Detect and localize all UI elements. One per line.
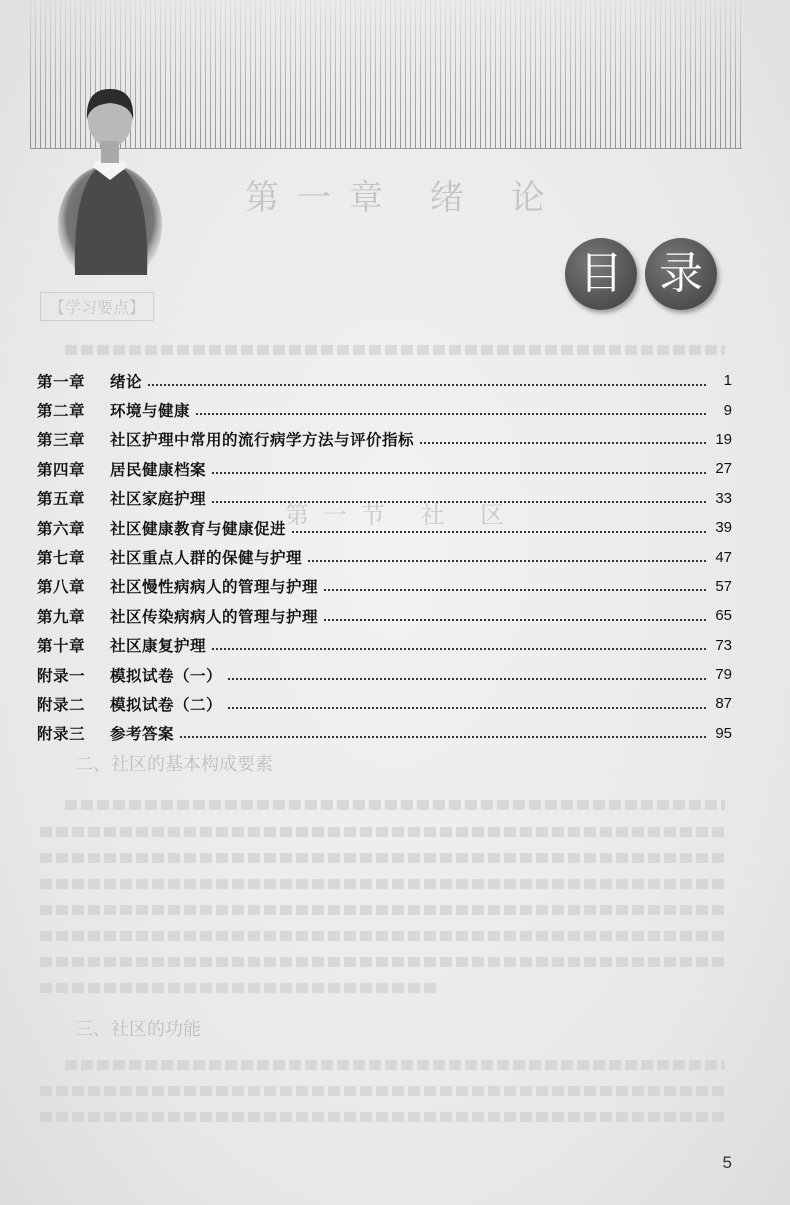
- toc-entry-page: 73: [715, 636, 732, 654]
- bleed-text-line: [40, 1112, 725, 1122]
- dot-leader: [228, 707, 706, 709]
- toc-entry-label: 第二章: [37, 402, 86, 421]
- title-circle: [645, 238, 717, 310]
- toc-entry-label: 附录一: [37, 666, 86, 685]
- title-char: 目: [579, 248, 623, 299]
- title-char: 录: [659, 248, 703, 299]
- bleed-subheading: 二、社区的基本构成要素: [75, 754, 273, 775]
- toc-entry-label: 第一章: [37, 372, 86, 391]
- toc-entry[interactable]: [37, 719, 732, 748]
- toc-entry[interactable]: [37, 689, 732, 718]
- toc-entry-page: 65: [715, 607, 732, 625]
- toc-entry-title: 社区健康教育与健康促进: [110, 519, 287, 538]
- toc-entry[interactable]: [37, 513, 732, 542]
- dot-leader: [324, 619, 706, 621]
- toc-entry-label: 第三章: [37, 431, 86, 450]
- toc-entry-label: 第九章: [37, 607, 86, 626]
- dot-leader: [196, 413, 706, 415]
- toc-entry-label: 第八章: [37, 578, 86, 597]
- bleed-text-line: [40, 983, 440, 993]
- toc-entry[interactable]: [37, 425, 732, 454]
- toc-entry-label: 第五章: [37, 490, 86, 509]
- toc-entry-page: 47: [715, 548, 732, 566]
- toc-entry[interactable]: [37, 631, 732, 660]
- toc-entry-title: 绪论: [110, 372, 143, 391]
- toc-title-badge: [565, 238, 725, 308]
- toc-entry-title: 社区慢性病病人的管理与护理: [110, 578, 319, 597]
- toc-entry-label: 第七章: [37, 549, 86, 568]
- bleed-text-line: [65, 800, 725, 810]
- toc-entry-page: 87: [715, 695, 732, 713]
- toc-entry[interactable]: [37, 454, 732, 483]
- bleed-text-line: [40, 931, 725, 941]
- dot-leader: [212, 648, 706, 650]
- toc-entry-title: 社区护理中常用的流行病学方法与评价指标: [110, 431, 415, 450]
- toc-entry[interactable]: [37, 601, 732, 630]
- dot-leader: [420, 442, 706, 444]
- bleed-text-line: [40, 957, 725, 967]
- toc-entry-title: 社区家庭护理: [110, 490, 207, 509]
- toc-entry-page: 19: [715, 430, 732, 448]
- bleed-text-line: [40, 827, 725, 837]
- toc-entry-label: 第四章: [37, 460, 86, 479]
- toc-entry[interactable]: [37, 484, 732, 513]
- bleed-text-line: [65, 1060, 725, 1070]
- bleed-text-line: [40, 905, 725, 915]
- toc-entry[interactable]: [37, 572, 732, 601]
- bleed-section-heading: 第一节 社 区: [285, 501, 519, 529]
- toc-entry-label: 附录三: [37, 725, 86, 744]
- bleed-subheading: 三、社区的功能: [75, 1019, 201, 1040]
- toc-entry-page: 1: [723, 372, 732, 390]
- toc-entry-title: 环境与健康: [110, 402, 191, 421]
- dot-leader: [324, 589, 706, 591]
- dot-leader: [180, 736, 706, 738]
- table-of-contents: [37, 366, 732, 748]
- bleed-study-points: 【学习要点】: [40, 292, 154, 321]
- bleed-chapter-heading: 第一章 绪 论: [245, 178, 563, 218]
- toc-entry-title: 社区康复护理: [110, 637, 207, 656]
- toc-entry[interactable]: [37, 542, 732, 571]
- toc-entry-page: 9: [723, 401, 732, 419]
- portrait-illustration: [55, 75, 165, 275]
- toc-entry-title: 社区传染病病人的管理与护理: [110, 607, 319, 626]
- bleed-text-line: [40, 879, 725, 889]
- toc-entry[interactable]: [37, 395, 732, 424]
- dot-leader: [292, 531, 706, 533]
- dot-leader: [308, 560, 706, 562]
- toc-entry-title: 社区重点人群的保健与护理: [110, 549, 303, 568]
- toc-entry[interactable]: [37, 366, 732, 395]
- bleed-text-line: [40, 1086, 725, 1096]
- toc-entry[interactable]: [37, 660, 732, 689]
- dot-leader: [212, 472, 706, 474]
- toc-entry-title: 模拟试卷（一）: [110, 666, 223, 685]
- toc-entry-page: 27: [715, 460, 732, 478]
- dot-leader: [212, 501, 706, 503]
- bleed-text-line: [65, 345, 725, 355]
- toc-entry-page: 95: [715, 724, 732, 742]
- dot-leader: [148, 384, 706, 386]
- toc-entry-page: 33: [715, 489, 732, 507]
- title-circle: [565, 238, 637, 310]
- toc-entry-label: 附录二: [37, 695, 86, 714]
- dot-leader: [228, 678, 706, 680]
- toc-entry-page: 39: [715, 519, 732, 537]
- toc-entry-page: 57: [715, 577, 732, 595]
- bleed-text-line: [40, 853, 725, 863]
- toc-entry-title: 模拟试卷（二）: [110, 695, 223, 714]
- toc-entry-label: 第六章: [37, 519, 86, 538]
- page-number: 5: [722, 1153, 732, 1172]
- toc-entry-title: 参考答案: [110, 725, 175, 744]
- toc-entry-page: 79: [715, 666, 732, 684]
- toc-entry-title: 居民健康档案: [110, 460, 207, 479]
- toc-entry-label: 第十章: [37, 637, 86, 656]
